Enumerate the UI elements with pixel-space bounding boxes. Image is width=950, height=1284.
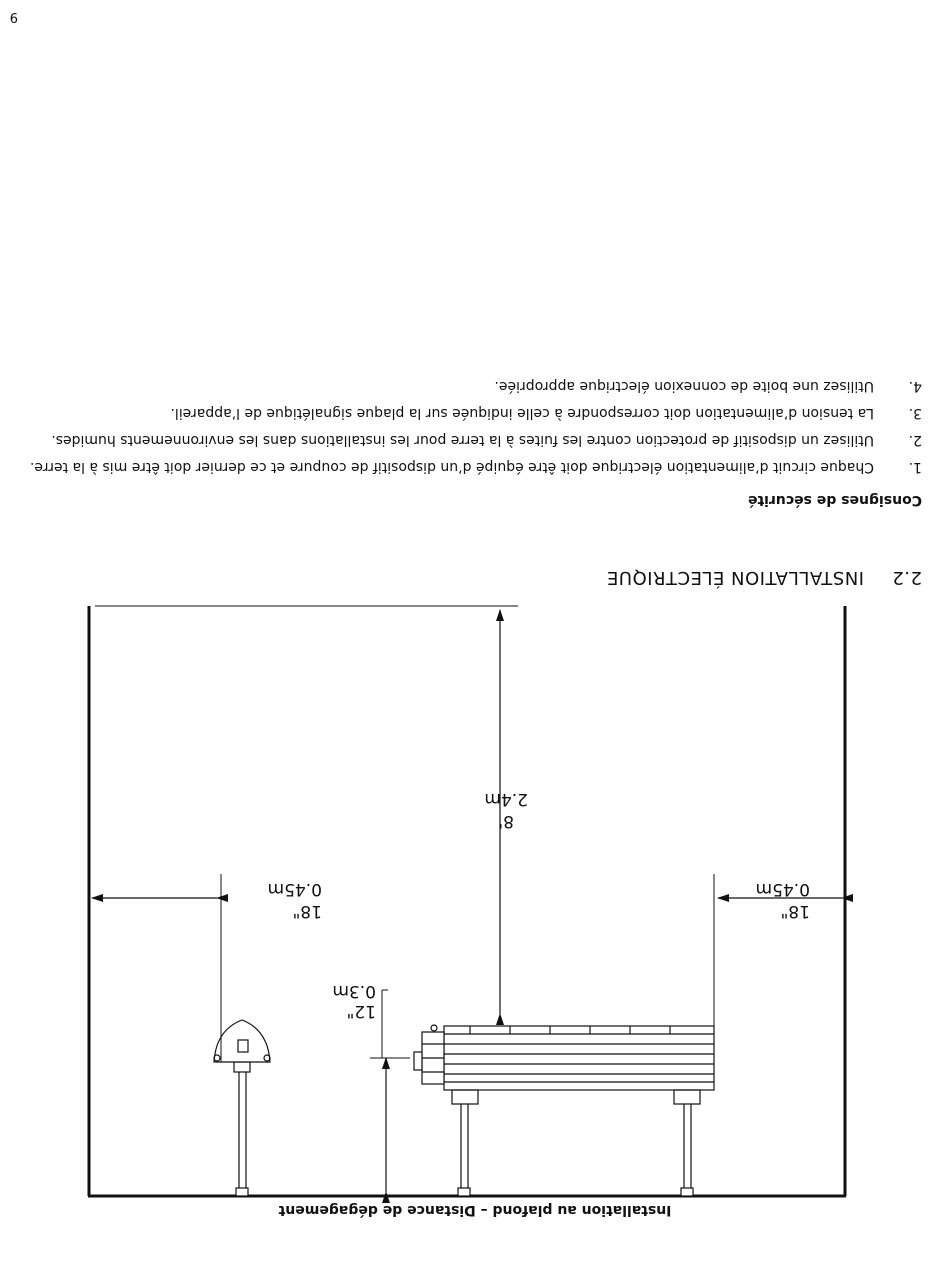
section-heading (606, 567, 922, 588)
side-right-imperial: 18" (292, 901, 322, 921)
side-left-imperial: 18" (780, 901, 810, 921)
safety-subheading: Consignes de sécurité (747, 492, 922, 508)
ceiling-metric: 2.4m (484, 789, 528, 809)
page-number: 9 (9, 9, 18, 24)
top-clearance-metric: 0.3m (332, 981, 376, 1001)
heater-unit (414, 1025, 714, 1196)
side-left-metric: 0.45m (755, 879, 810, 899)
list-item: 4. Utilisez une boite de connexion électrique appropriée. (494, 378, 922, 394)
safety-list (22, 370, 922, 478)
section-number: 2.2 (891, 567, 922, 588)
list-item: 2. Utilisez un dispositif de protection contre les fuites à la terre pour les installations dans les environnements humides. (51, 432, 922, 448)
section-title: INSTALLATION ÉLECTRIQUE (606, 567, 864, 588)
list-item: 1. Chaque circuit d’alimentation électrique doit être équipé d’un dispositif de coupure et ce dernier doit être mis à la terre. (29, 459, 922, 475)
list-item: 3. La tension d’alimentation doit correspondre à celle indiquée sur la plaque signalétique de l’appareil. (170, 405, 922, 421)
diagram-caption: Installation au plafond – Distance de dégagement (278, 1202, 672, 1218)
top-clearance-imperial: 12" (346, 1001, 376, 1021)
ceiling-imperial: 8' (498, 811, 514, 831)
side-right-metric: 0.45m (267, 879, 322, 899)
lamp-unit (214, 1020, 270, 1196)
